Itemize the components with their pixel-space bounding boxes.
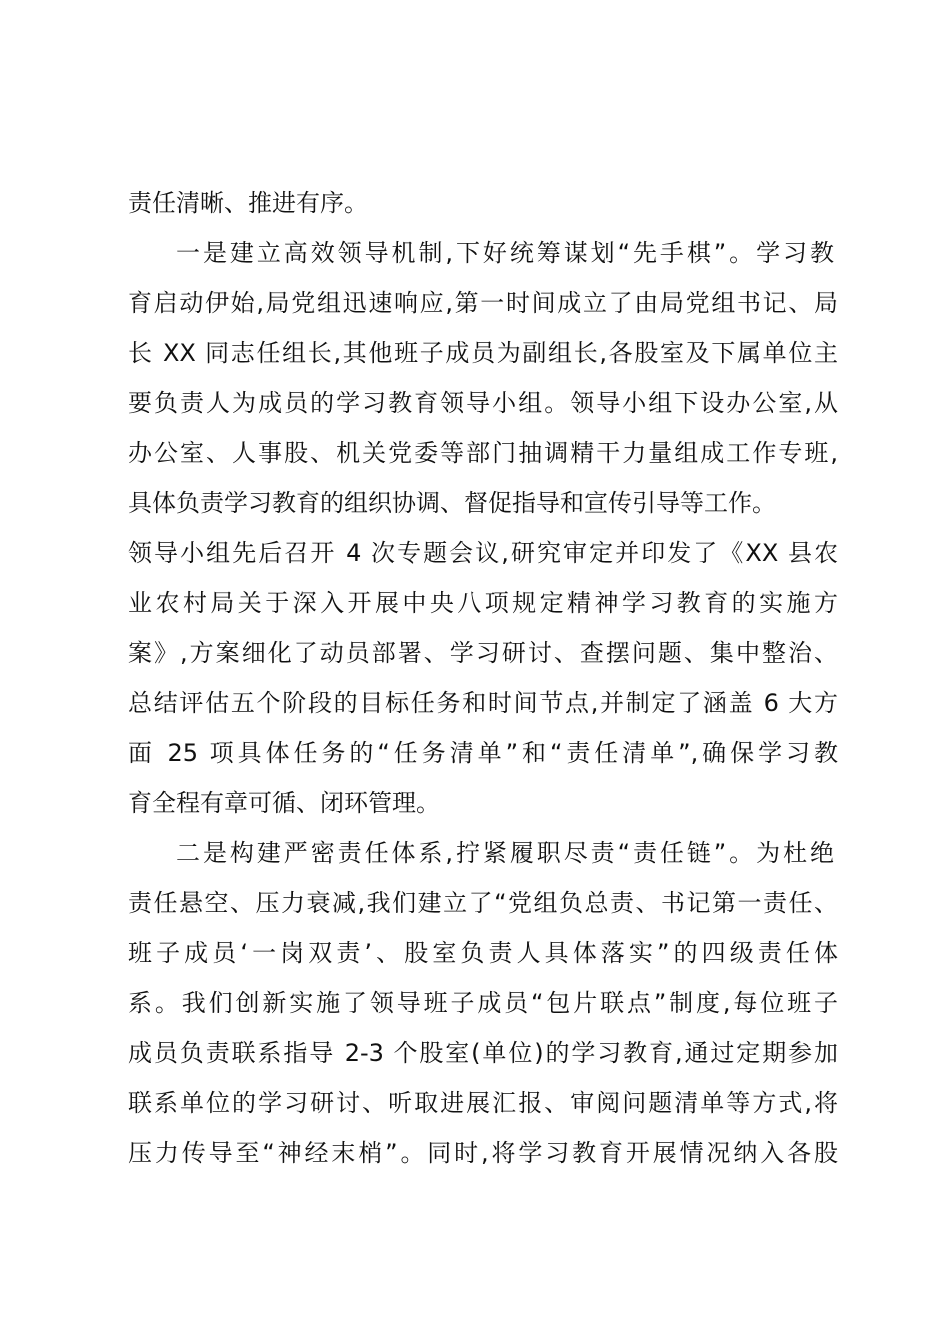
text-line-4: 长 XX 同志任组长,其他班子成员为副组长,各股室及下属单位主: [128, 339, 838, 367]
text-line-6: 办公室、人事股、机关党委等部门抽调精干力量组成工作专班,: [128, 439, 838, 467]
text-line-10: 案》,方案细化了动员部署、学习研讨、查摆问题、集中整治、: [128, 639, 838, 667]
text-line-16: 班子成员‘一岗双责’、股室负责人具体落实”的四级责任体: [128, 939, 838, 967]
text-line-7: 具体负责学习教育的组织协调、督促指导和宣传引导等工作。: [128, 489, 776, 517]
text-line-8: 领导小组先后召开 4 次专题会议,研究审定并印发了《XX 县农: [128, 539, 838, 567]
text-line-12: 面 25 项具体任务的“任务清单”和“责任清单”,确保学习教: [128, 739, 838, 767]
text-line-1: 责任清晰、推进有序。: [128, 189, 368, 217]
text-line-15: 责任悬空、压力衰减,我们建立了“党组负总责、书记第一责任、: [128, 889, 838, 917]
text-line-20: 压力传导至“神经末梢”。同时,将学习教育开展情况纳入各股: [128, 1139, 838, 1167]
paragraph-2-first-line: 二是构建严密责任体系,拧紧履职尽责“责任链”。为杜绝: [176, 839, 834, 867]
text-line-19: 联系单位的学习研讨、听取进展汇报、审阅问题清单等方式,将: [128, 1089, 838, 1117]
text-line-9: 业农村局关于深入开展中央八项规定精神学习教育的实施方: [128, 589, 838, 617]
text-line-11: 总结评估五个阶段的目标任务和时间节点,并制定了涵盖 6 大方: [128, 689, 838, 717]
paragraph-1-first-line: 一是建立高效领导机制,下好统筹谋划“先手棋”。学习教: [176, 239, 834, 267]
text-line-5: 要负责人为成员的学习教育领导小组。领导小组下设办公室,从: [128, 389, 838, 417]
text-line-3: 育启动伊始,局党组迅速响应,第一时间成立了由局党组书记、局: [128, 289, 838, 317]
text-line-17: 系。我们创新实施了领导班子成员“包片联点”制度,每位班子: [128, 989, 838, 1017]
text-line-13: 育全程有章可循、闭环管理。: [128, 789, 440, 817]
text-line-18: 成员负责联系指导 2-3 个股室(单位)的学习教育,通过定期参加: [128, 1039, 838, 1067]
